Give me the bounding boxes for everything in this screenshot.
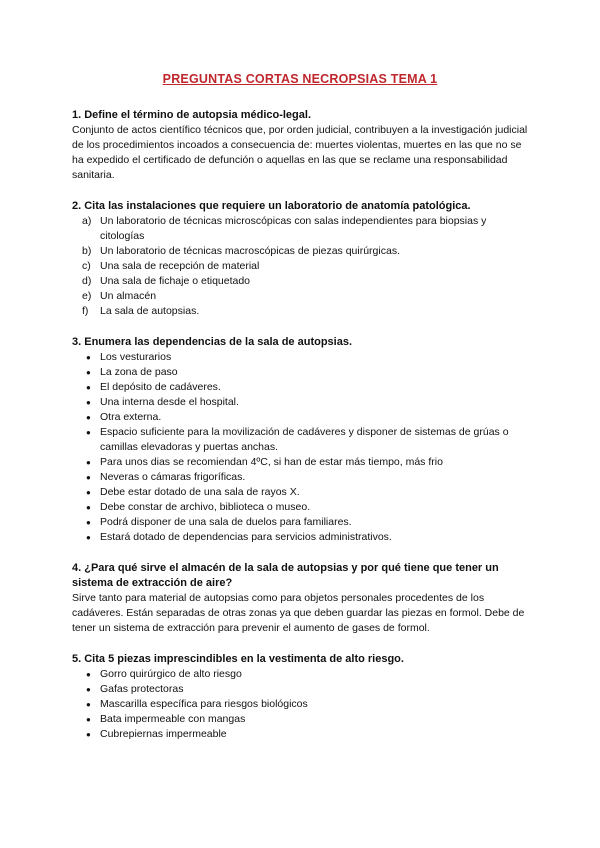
list-item-text: Un laboratorio de técnicas microscópicas con salas independientes para biopsias y citologías	[100, 215, 487, 242]
list-item	[82, 244, 528, 259]
list-item	[86, 712, 528, 727]
section-3	[72, 335, 528, 545]
list-item	[82, 214, 528, 244]
list-item-text: Debe estar dotado de una sala de rayos X.	[100, 486, 300, 498]
bullet-icon: ●	[86, 488, 91, 497]
question-2: 2. Cita las instalaciones que requiere un laboratorio de anatomía patológica.	[72, 200, 471, 212]
bullet-icon: ●	[86, 473, 91, 482]
list-item	[86, 500, 528, 515]
list-item-text: Los vesturarios	[100, 351, 172, 363]
list-marker: f)	[82, 305, 89, 317]
list-item-text: Neveras o cámaras frigoríficas.	[100, 471, 246, 483]
list-item	[82, 304, 528, 319]
section-1	[72, 108, 528, 183]
list-item	[86, 530, 528, 545]
question-5: 5. Cita 5 piezas imprescindibles en la vestimenta de alto riesgo.	[72, 653, 404, 665]
list-item-text: Estará dotado de dependencias para servicios administrativos.	[100, 531, 392, 543]
list-item	[82, 274, 528, 289]
list-item-text: Bata impermeable con mangas	[100, 713, 246, 725]
question-1: 1. Define el término de autopsia médico-legal.	[72, 109, 312, 121]
list-item	[86, 697, 528, 712]
section-4	[72, 561, 528, 636]
list-item-text: Cubrepiernas impermeable	[100, 728, 227, 740]
section-5	[72, 652, 528, 742]
list-item	[86, 410, 528, 425]
list-item	[86, 470, 528, 485]
list-item-text: Gafas protectoras	[100, 683, 184, 695]
list-item-text: Gorro quirúrgico de alto riesgo	[100, 668, 242, 680]
list-marker: b)	[82, 245, 92, 257]
list-item	[86, 425, 528, 455]
list-item	[82, 259, 528, 274]
answer-1: Conjunto de actos científico técnicos que, por orden judicial, contribuyen a la investigación judicial de los procedimientos incoados a consecuencia de: muertes violentas, muertes en las que no se ha expedido el certificado de defunción o aquellas en las que se reclame una responsabilidad sanitaria.	[72, 124, 528, 181]
bullet-icon: ●	[86, 715, 91, 724]
list-marker: a)	[82, 215, 92, 227]
question-4: 4. ¿Para qué sirve el almacén de la sala de autopsias y por qué tiene que tener un sistema de extracción de aire?	[72, 562, 499, 589]
list-item-text: La sala de autopsias.	[100, 305, 200, 317]
protective-gear-list	[72, 667, 528, 742]
question-3: 3. Enumera las dependencias de la sala de autopsias.	[72, 336, 353, 348]
list-item-text: Un almacén	[100, 290, 157, 302]
bullet-icon: ●	[86, 518, 91, 527]
bullet-icon: ●	[86, 503, 91, 512]
list-item-text: Una interna desde el hospital.	[100, 396, 239, 408]
list-marker: c)	[82, 260, 91, 272]
list-item	[86, 515, 528, 530]
bullet-icon: ●	[86, 700, 91, 709]
list-item-text: Un laboratorio de técnicas macroscópicas de piezas quirúrgicas.	[100, 245, 400, 257]
dependencies-list	[72, 350, 528, 545]
installations-list	[72, 214, 528, 319]
bullet-icon: ●	[86, 428, 91, 437]
bullet-icon: ●	[86, 685, 91, 694]
list-item	[86, 380, 528, 395]
list-item-text: Una sala de recepción de material	[100, 260, 260, 272]
list-item-text: Una sala de fichaje o etiquetado	[100, 275, 251, 287]
list-item-text: Debe constar de archivo, biblioteca o museo.	[100, 501, 311, 513]
list-item-text: Espacio suficiente para la movilización de cadáveres y disponer de sistemas de grúas o camillas elevadoras y puertas anchas.	[100, 426, 509, 453]
section-2	[72, 199, 528, 319]
bullet-icon: ●	[86, 670, 91, 679]
list-item-text: El depósito de cadáveres.	[100, 381, 221, 393]
answer-4: Sirve tanto para material de autopsias como para objetos personales procedentes de los cadáveres. Están separadas de otras zonas ya que deben guardar las piezas en formol. Debe de tener un sistema de extracción para prevenir el aumento de gases de formol.	[72, 592, 525, 634]
bullet-icon: ●	[86, 353, 91, 362]
list-item	[86, 682, 528, 697]
list-item-text: Otra externa.	[100, 411, 162, 423]
bullet-icon: ●	[86, 368, 91, 377]
list-item	[86, 350, 528, 365]
list-item-text: Para unos dias se recomiendan 4ºC, si han de estar más tiempo, más frio	[100, 456, 443, 468]
list-item	[86, 727, 528, 742]
list-item-text: Mascarilla específica para riesgos biológicos	[100, 698, 308, 710]
list-item-text: La zona de paso	[100, 366, 178, 378]
list-item	[86, 485, 528, 500]
bullet-icon: ●	[86, 730, 91, 739]
bullet-icon: ●	[86, 398, 91, 407]
bullet-icon: ●	[86, 413, 91, 422]
list-item	[82, 289, 528, 304]
bullet-icon: ●	[86, 458, 91, 467]
list-marker: e)	[82, 290, 92, 302]
list-item	[86, 365, 528, 380]
document-title: PREGUNTAS CORTAS NECROPSIAS TEMA 1	[162, 72, 438, 86]
list-marker: d)	[82, 275, 92, 287]
list-item	[86, 395, 528, 410]
bullet-icon: ●	[86, 533, 91, 542]
list-item	[86, 455, 528, 470]
bullet-icon: ●	[86, 383, 91, 392]
list-item	[86, 667, 528, 682]
list-item-text: Podrá disponer de una sala de duelos para familiares.	[100, 516, 352, 528]
